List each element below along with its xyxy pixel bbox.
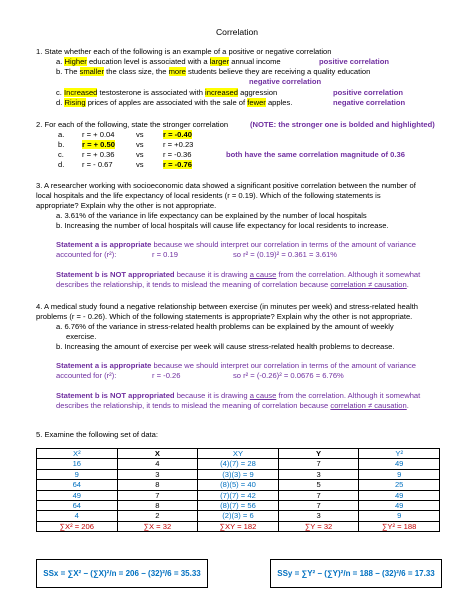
q3-option-b: b. Increasing the number of local hospitals will cause life expectancy for local residents to increase. — [56, 221, 389, 230]
table-row — [37, 469, 440, 479]
q1-item-d: d. Rising prices of apples are associated with the sale of fewer apples. — [56, 98, 293, 107]
q2-prompt: 2. For each of the following, state the stronger correlation — [36, 120, 229, 129]
table-cell: 5 — [278, 480, 359, 490]
table-cell: 3 — [278, 511, 359, 521]
q2-row-b: b. r = + 0.50 vs r = +0.23 — [58, 140, 194, 149]
q1-prompt: 1. State whether each of the following is an example of a positive or negative correlation — [36, 47, 332, 56]
ssy-formula-box: SSy = ∑Y² − (∑Y)²/n = 188 − (32)²/6 = 17.33 — [270, 559, 442, 588]
q1-answer-a: positive correlation — [319, 57, 390, 66]
table-header-row — [37, 449, 440, 459]
table-totals-row — [37, 521, 440, 531]
q4-option-a-line1: a. 6.76% of the variance in stress-related health problems can be explained by the amount of weekly — [56, 322, 394, 331]
q1-item-b: b. The smaller the class size, the more students believe they are receiving a quality education — [56, 67, 371, 76]
table-cell: (3)(3) = 9 — [198, 469, 279, 479]
table-cell: 3 — [278, 469, 359, 479]
col-header-x: X — [117, 449, 198, 459]
q3-answer-a-line1: Statement a is appropriate because we should interpret our correlation in terms of the amount of variance — [56, 240, 417, 249]
table-row — [37, 511, 440, 521]
q4-prompt-line2: problems (r = - 0.26). Which of the following statements is appropriate? Explain why the other is not appropriate. — [36, 312, 413, 321]
table-cell: 16 — [37, 459, 118, 469]
table-cell: 64 — [37, 480, 118, 490]
table-cell: (2)(3) = 6 — [198, 511, 279, 521]
q4-answer-a-line2: accounted for (r²): r = -0.26 so r² = (-0.26)² = 0.0676 = 6.76% — [56, 371, 344, 380]
col-header-y-squared: Y² — [359, 449, 440, 459]
q1-answer-d: negative correlation — [333, 98, 406, 107]
q3-prompt-line1: 3. A researcher working with socioeconomic data showed a significant positive correlation between the number of — [36, 181, 416, 190]
table-cell: 49 — [37, 490, 118, 500]
col-header-y: Y — [278, 449, 359, 459]
q4-prompt-line1: 4. A medical study found a negative relationship between exercise (in minutes per week) and stress-related health — [36, 302, 419, 311]
table-cell: 49 — [359, 501, 440, 511]
q1-answer-c: positive correlation — [333, 88, 404, 97]
q1-item-c: c. Increased testosterone is associated with increased aggression — [56, 88, 278, 97]
total-x-squared: ∑X² = 206 — [37, 521, 118, 531]
table-cell: 25 — [359, 480, 440, 490]
q3-answer-b-line1: Statement b is NOT appropriated because it is drawing a cause from the correlation. Although it somewhat — [56, 270, 421, 279]
table-cell: 7 — [278, 459, 359, 469]
table-row — [37, 459, 440, 469]
q2-note: (NOTE: the stronger one is bolded and highlighted) — [250, 120, 435, 129]
q4-answer-b-line1: Statement b is NOT appropriated because it is drawing a cause from the correlation. Although it somewhat — [56, 391, 421, 400]
table-cell: (7)(7) = 42 — [198, 490, 279, 500]
table-cell: 7 — [278, 501, 359, 511]
table-cell: 4 — [117, 459, 198, 469]
q3-option-a: a. 3.61% of the variance in life expectancy can be explained by the number of local hospitals — [56, 211, 367, 220]
q4-option-a-line2: exercise. — [66, 332, 97, 341]
q1-answer-b: negative correlation — [249, 77, 322, 86]
q3-prompt-line2: local hospitals and the life expectancy of local residents (r = 0.19). Which of the following statements is — [36, 191, 381, 200]
table-cell: 8 — [117, 480, 198, 490]
table-cell: 2 — [117, 511, 198, 521]
table-row — [37, 490, 440, 500]
table-cell: 7 — [278, 490, 359, 500]
table-cell: 49 — [359, 459, 440, 469]
table-cell: (8)(5) = 40 — [198, 480, 279, 490]
table-cell: 9 — [37, 469, 118, 479]
q2-c-note: both have the same correlation magnitude of 0.36 — [226, 150, 405, 159]
q4-answer-a-line1: Statement a is appropriate because we should interpret our correlation in terms of the amount of variance — [56, 361, 417, 370]
q1-item-a: a. Higher education level is associated with a larger annual income — [56, 57, 281, 66]
q4-answer-b-line2: describes the relationship, it tends to mislead the meaning of correlation because correlation ≠ causation. — [56, 401, 409, 410]
col-header-x-squared: X² — [37, 449, 118, 459]
total-x: ∑X = 32 — [117, 521, 198, 531]
total-y: ∑Y = 32 — [278, 521, 359, 531]
total-y-squared: ∑Y² = 188 — [359, 521, 440, 531]
table-row — [37, 501, 440, 511]
table-row — [37, 480, 440, 490]
q2-row-c: c. r = + 0.36 vs r = -0.36 — [58, 150, 192, 159]
table-cell: 49 — [359, 490, 440, 500]
table-cell: (8)(7) = 56 — [198, 501, 279, 511]
q2-row-a: a. r = + 0.04 vs r = -0.40 — [58, 130, 192, 139]
table-cell: (4)(7) = 28 — [198, 459, 279, 469]
q3-prompt-line3: appropriate? Explain why the other is not appropriate. — [36, 201, 217, 210]
q4-option-b: b. Increasing the amount of exercise per week will cause stress-related health problems to decrease. — [56, 342, 395, 351]
q3-answer-a-line2: accounted for (r²): r = 0.19 so r² = (0.19)² = 0.361 = 3.61% — [56, 250, 338, 259]
q3-answer-b-line2: describes the relationship, it tends to mislead the meaning of correlation because correlation ≠ causation. — [56, 280, 409, 289]
col-header-xy: XY — [198, 449, 279, 459]
page-title: Correlation — [215, 27, 259, 37]
total-xy: ∑XY = 182 — [198, 521, 279, 531]
table-cell: 64 — [37, 501, 118, 511]
table-cell: 4 — [37, 511, 118, 521]
q5-prompt: 5. Examine the following set of data: — [36, 430, 158, 439]
table-cell: 3 — [117, 469, 198, 479]
table-cell: 7 — [117, 490, 198, 500]
ssx-formula-box: SSx = ∑X² − (∑X)²/n = 206 − (32)²/6 = 35.33 — [36, 559, 208, 588]
data-table — [36, 448, 440, 532]
table-cell: 9 — [359, 469, 440, 479]
table-cell: 9 — [359, 511, 440, 521]
table-cell: 8 — [117, 501, 198, 511]
q2-row-d: d. r = - 0.67 vs r = -0.76 — [58, 160, 192, 169]
